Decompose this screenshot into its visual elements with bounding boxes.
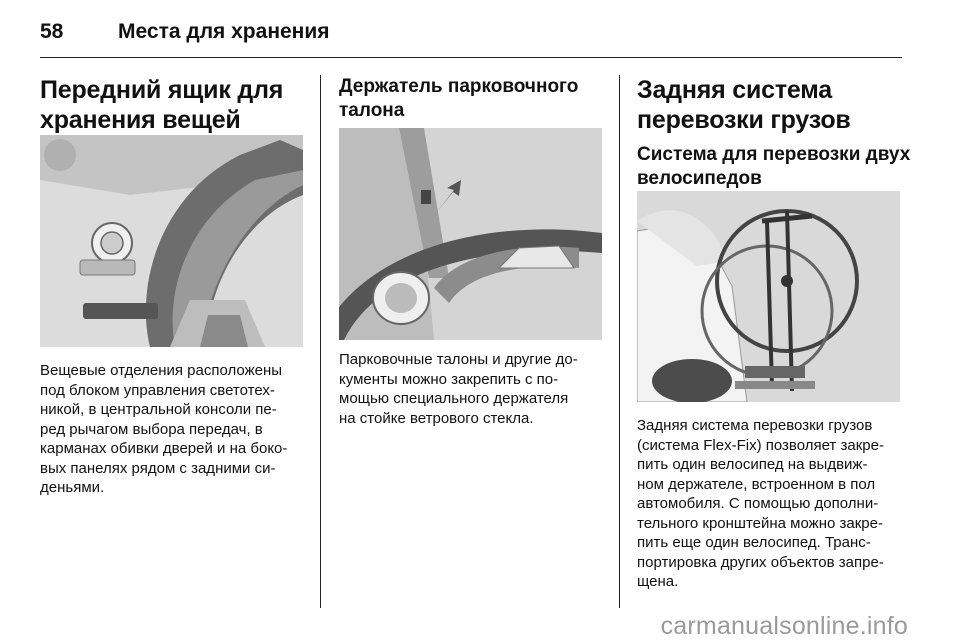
page-number: 58 (40, 20, 64, 43)
heading-rear-carrier: Задняя система перевозки грузов (637, 76, 851, 134)
column-divider-2 (619, 75, 620, 608)
header-rule (40, 57, 902, 58)
figure-bike-carrier (637, 191, 900, 402)
text-block-parking-ticket (339, 350, 614, 428)
subheading-bike-carrier: Система для перевозки двух велосипедов (637, 144, 911, 189)
heading-parking-ticket: Держатель парковочного талона (339, 76, 579, 121)
watermark: carmanualsonline.info (660, 612, 908, 640)
figure-ticket-holder (339, 128, 602, 340)
text-block-rear-carrier (637, 416, 917, 592)
body-text-front-storage: Вещевые отделения расположены под блоком управления светотех- никой, в центральной консоли пе- ред рычагом выбора передач, в карманах обивки дверей и на боко- вых панелях рядом с задними си- деньями. (40, 362, 288, 496)
figure-dashboard-storage (40, 135, 303, 347)
body-text-parking-ticket: Парковочные талоны и другие до- кументы можно закрепить с по- мощью специального держателя на стойке ветрового стекла. (339, 351, 578, 427)
column-divider-1 (320, 75, 321, 608)
body-text-rear-carrier: Задняя система перевозки грузов (система Flex-Fix) позволяет закре- пить один велосипед на выдвиж- ном держателе, встроенном в пол автомобиля. С помощью дополни- тельного кронштейна можно закре- пить еще один велосипед. Транс- портировка других объектов запре- щена. (637, 417, 884, 590)
text-block-front-storage (40, 361, 310, 498)
section-title: Места для хранения (118, 20, 330, 43)
column-rear-carrier (637, 75, 917, 191)
column-front-storage (40, 75, 310, 135)
heading-front-storage: Передний ящик для хранения вещей (40, 76, 284, 134)
column-parking-ticket (339, 75, 609, 123)
